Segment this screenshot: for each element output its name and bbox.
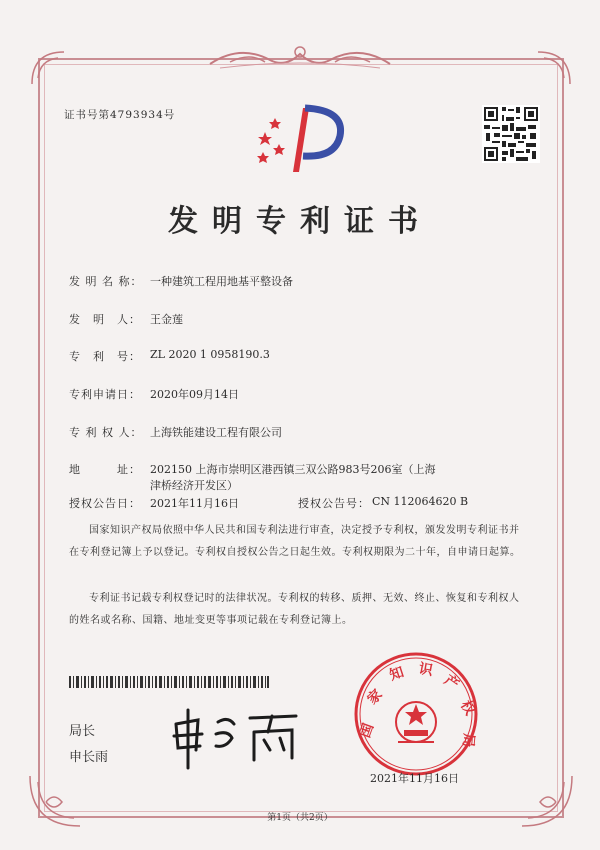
director-name: 申长雨 bbox=[69, 750, 109, 765]
patentee-value: 上海铁能建设工程有限公司 bbox=[150, 426, 282, 439]
grant-statement: 国家知识产权局依照中华人民共和国专利法进行审查，决定授予专利权，颁发发明专利证书并在专利登记簿上予以登记。专利权自授权公告之日起生效。专利权期限为二十年，自申请日起算。 bbox=[69, 525, 521, 558]
grant-date-label: 授权公告日： bbox=[69, 497, 141, 510]
svg-text:家: 家 bbox=[364, 686, 386, 708]
invention-name-label: 发 明 名 称： bbox=[69, 275, 143, 288]
qr-code-icon bbox=[482, 105, 540, 163]
legal-notice: 专利证书记载专利权登记时的法律状况。专利权的转移、质押、无效、终止、恢复和专利权人的姓名或名称、国籍、地址变更等事项记载在专利登记簿上。 bbox=[69, 593, 520, 626]
grant-no-label: 授权公告号： bbox=[298, 497, 370, 510]
svg-text:产: 产 bbox=[440, 672, 462, 694]
barcode-icon bbox=[69, 676, 269, 688]
filing-date-value: 2020年09月14日 bbox=[150, 388, 239, 401]
address-line1: 202150 上海市崇明区港西镇三双公路983号206室（上海 bbox=[150, 463, 436, 476]
corner-ornament-icon bbox=[534, 48, 574, 88]
patentee-label: 专 利 权 人： bbox=[69, 426, 143, 439]
corner-ornament-icon bbox=[28, 48, 68, 88]
page-title: 发明专利证书 bbox=[168, 204, 432, 239]
corner-ornament-icon bbox=[24, 772, 84, 832]
address-label: 地 址： bbox=[69, 463, 141, 476]
inventor-label: 发 明 人： bbox=[69, 313, 141, 326]
patent-office-logo-icon bbox=[255, 100, 350, 175]
svg-text:识: 识 bbox=[417, 660, 434, 680]
svg-text:知: 知 bbox=[387, 664, 406, 684]
grant-no-value: CN 112064620 B bbox=[372, 495, 469, 508]
signature-icon bbox=[168, 702, 308, 772]
official-seal-icon bbox=[352, 650, 480, 778]
grant-date-value: 2021年11月16日 bbox=[150, 497, 239, 510]
address-line2: 津桥经济开发区） bbox=[150, 479, 238, 492]
corner-ornament-icon bbox=[518, 772, 578, 832]
svg-text:局: 局 bbox=[459, 732, 477, 749]
invention-name-value: 一种建筑工程用地基平整设备 bbox=[150, 275, 293, 288]
director-title: 局长 bbox=[69, 724, 96, 739]
filing-date-label: 专利申请日： bbox=[69, 388, 141, 401]
seal-date: 2021年11月16日 bbox=[370, 772, 459, 785]
certificate-number: 证书号第4793934号 bbox=[64, 109, 176, 121]
inventor-value: 王金莲 bbox=[150, 313, 183, 326]
patent-no-value: ZL 2020 1 0958190.3 bbox=[150, 348, 270, 361]
svg-text:国: 国 bbox=[357, 721, 378, 740]
patent-no-label: 专 利 号： bbox=[69, 350, 141, 363]
page-info: 第1页（共2页） bbox=[267, 813, 333, 823]
svg-text:权: 权 bbox=[457, 697, 478, 719]
top-ornament-icon bbox=[200, 40, 400, 74]
